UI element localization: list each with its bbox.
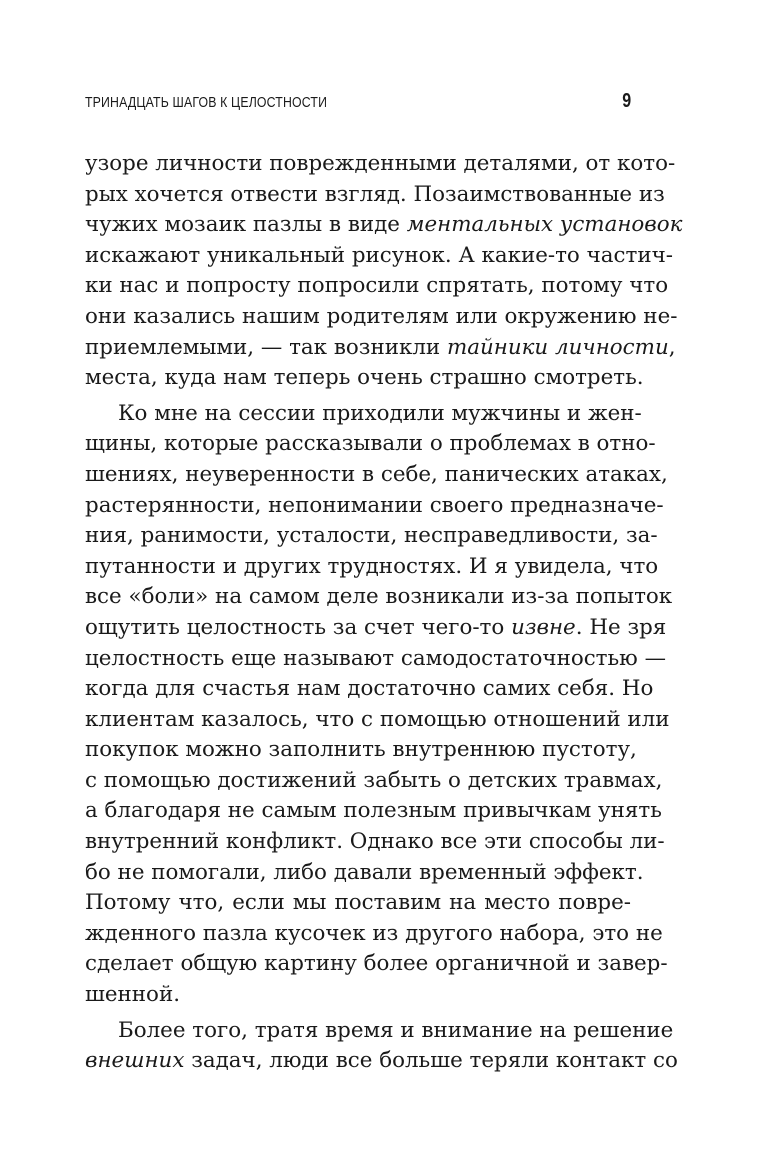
text-line: Ко мне на сессии приходили мужчины и жен- — [118, 400, 642, 426]
text-line: они казались нашим родителям или окружению не- — [85, 303, 678, 329]
text-line: шенной. — [85, 982, 180, 1008]
text-line — [85, 210, 683, 241]
page-number: 9 — [622, 90, 631, 112]
paragraph — [85, 399, 673, 1011]
text-line: Потому что, если мы поставим на место повре- — [85, 890, 631, 916]
text-line: внутренний конфликт. Однако все эти способы ли- — [85, 829, 665, 855]
text-line: а благодаря не самым полезным привычкам унять — [85, 798, 662, 824]
text-line — [85, 333, 676, 364]
text-line: узоре личности поврежденными деталями, от кото- — [85, 151, 676, 176]
text-line: щины, которые рассказывали о проблемах в отно- — [85, 431, 656, 457]
text-line: ния, ранимости, усталости, несправедливости, за- — [85, 523, 658, 549]
text-line: с помощью достижений забыть о детских травмах, — [85, 767, 663, 793]
text-line: Более того, тратя время и внимание на решение — [118, 1017, 674, 1043]
text-run: чужих мозаик пазлы в виде — [85, 212, 407, 238]
text-line: рых хочется отвести взгляд. Позаимствованные из — [85, 181, 665, 207]
emphasis: тайники личности — [446, 334, 669, 360]
text-line: когда для счастья нам достаточно самих себя. Но — [85, 676, 654, 702]
text-line: все «боли» на самом деле возникали из-за попыток — [85, 584, 673, 610]
text-line: шениях, неуверенности в себе, панических атаках, — [85, 461, 668, 487]
emphasis: извне — [511, 614, 576, 640]
text-line: бо не помогали, либо давали временный эффект. — [85, 859, 644, 885]
text-line: путанности и других трудностях. И я увидела, что — [85, 553, 659, 579]
emphasis: внешних — [85, 1048, 185, 1074]
text-line: сделает общую картину более органичной и завер- — [85, 951, 668, 977]
text-line: покупок можно заполнить внутреннюю пустоту, — [85, 737, 637, 763]
text-line: искажают уникальный рисунок. А какие-то частич- — [85, 242, 673, 268]
text-line — [85, 1046, 678, 1077]
text-run: задач, люди все больше теряли контакт со — [184, 1048, 678, 1074]
text-line: целостность еще называют самодостаточностью — — [85, 645, 666, 671]
text-run: ощутить целостность за счет чего-то — [85, 614, 512, 640]
paragraph — [85, 149, 683, 394]
text-line — [85, 613, 667, 644]
text-line: места, куда нам теперь очень страшно смотреть. — [85, 365, 644, 391]
text-run: приемлемыми, — так возникли — [85, 334, 447, 360]
text-line: клиентам казалось, что с помощью отношений или — [85, 706, 670, 732]
paragraph — [85, 1016, 678, 1077]
text-run: , — [668, 334, 676, 360]
text-line: ки нас и попросту попросили спрятать, потому что — [85, 273, 669, 299]
running-head: ТРИНАДЦАТЬ ШАГОВ К ЦЕЛОСТНОСТИ — [85, 94, 328, 111]
text-line: жденного пазла кусочек из другого набора, это не — [85, 920, 663, 946]
emphasis: ментальных установок — [406, 212, 683, 238]
body-text — [85, 149, 683, 1077]
text-line: растерянности, непонимании своего предназначе- — [85, 492, 664, 518]
text-run: . Не зря — [575, 614, 667, 640]
